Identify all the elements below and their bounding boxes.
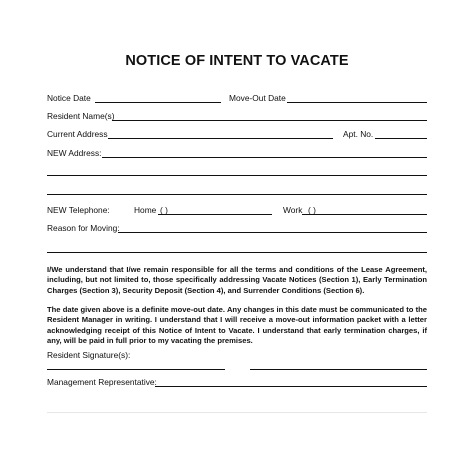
current-address-label: Current Address — [47, 129, 108, 139]
move-out-date-label: Move-Out Date — [229, 93, 286, 103]
footer-divider — [47, 412, 427, 413]
responsibility-paragraph: I/We understand that I/we remain responsible for all the terms and conditions of the Lease Agreement, including, but not limited to, those specifically addressing Vacate Notices (Section 1), Early Termination Charges (Section 3), Security Deposit (Section 4), and Surrender Conditions (Section 6). — [47, 265, 427, 295]
reason-field-2[interactable] — [47, 252, 427, 253]
management-representative-label: Management Representative: — [47, 377, 157, 387]
work-phone-field[interactable] — [302, 214, 427, 215]
new-telephone-label: NEW Telephone: — [47, 205, 110, 215]
resident-names-field[interactable] — [112, 120, 427, 121]
resident-signature-field-2[interactable] — [250, 369, 427, 370]
resident-names-label: Resident Name(s) — [47, 111, 115, 121]
apt-no-field[interactable] — [375, 138, 427, 139]
home-area-code: ( ) — [160, 205, 168, 215]
new-address-label: NEW Address: — [47, 148, 102, 158]
management-signature-field[interactable] — [155, 386, 427, 387]
move-out-date-field[interactable] — [287, 102, 427, 103]
resident-signature-label: Resident Signature(s): — [47, 350, 131, 360]
new-address-field-1[interactable] — [102, 157, 427, 158]
notice-date-label: Notice Date — [47, 93, 91, 103]
new-address-field-2[interactable] — [47, 175, 427, 176]
resident-signature-field-1[interactable] — [47, 369, 225, 370]
work-phone-label: Work — [283, 205, 303, 215]
new-address-field-3[interactable] — [47, 194, 427, 195]
move-out-paragraph: The date given above is a definite move-out date. Any changes in this date must be communicated to the Resident Manager in writing. I understand that I will receive a move-out information packet with a letter acknowledging receipt of this Notice of Intent to Vacate. I understand that early termination charges, if any, will be paid in full prior to my vacating the premises. — [47, 305, 427, 345]
work-area-code: ( ) — [308, 205, 316, 215]
home-phone-field[interactable] — [158, 214, 272, 215]
reason-for-moving-label: Reason for Moving: — [47, 223, 120, 233]
reason-field-1[interactable] — [118, 232, 427, 233]
form-title: NOTICE OF INTENT TO VACATE — [125, 53, 349, 69]
apt-no-label: Apt. No. — [343, 129, 374, 139]
home-phone-label: Home — [134, 205, 157, 215]
current-address-field[interactable] — [108, 138, 333, 139]
notice-date-field[interactable] — [95, 102, 221, 103]
